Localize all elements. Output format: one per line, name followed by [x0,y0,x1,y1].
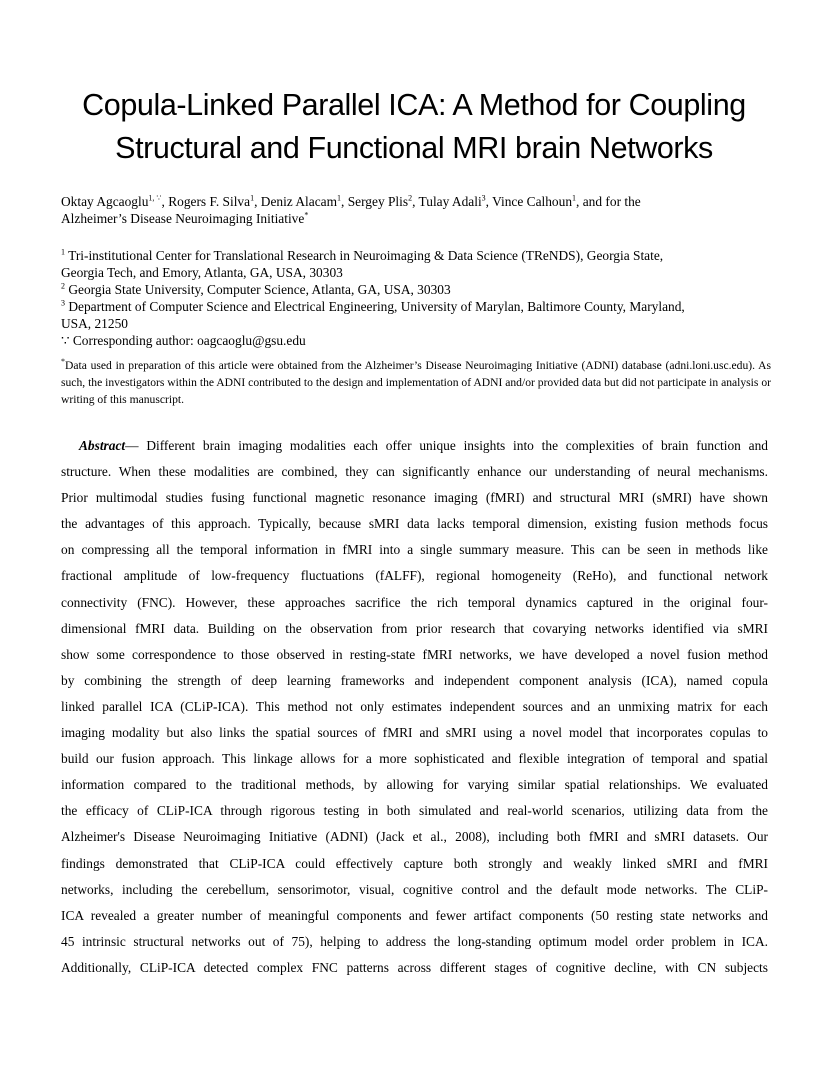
author-name: , Tulay Adali [412,194,482,209]
abstract-line: connectivity (FNC). However, these approaches sacrifice the rich temporal dynamics captured in the original four- [61,594,768,610]
title-line-1: Copula-Linked Parallel ICA: A Method for Coupling [82,88,746,122]
affiliation-1: $^1$ Tri-institutional Center for Translational Research in Neuroimaging & Data Science (TReNDS), Georgia State, [61,247,664,263]
abstract-line: on compressing all the temporal information in fMRI into a single summary measure. This can be seen in methods like [61,542,768,558]
affiliation-3-cont: USA, 21250 [61,316,128,331]
author-name: , Sergey Plis [341,194,409,209]
affiliation-3: $^3$ Department of Computer Science and Electrical Engineering, University of Marylan, Baltimore County, Maryland, [61,298,685,314]
abstract-line: Abstract— Different brain imaging modalities each offer unique insights into the complexities of brain function and [79,438,768,453]
abstract-paragraph [61,433,768,981]
footnote-mark: * [61,357,65,367]
author-affil-mark: * [304,210,309,220]
abstract-line: networks, including the cerebellum, sensorimotor, visual, cognitive control and the default mode networks. The CLiP- [61,881,768,897]
abstract-line: Prior multimodal studies fusing functional magnetic resonance imaging (fMRI) and structural MRI (sMRI) have shown [61,490,768,506]
abstract-line: linked parallel ICA (CLiP-ICA). This method not only estimates independent sources and an unmixing matrix for each [61,698,768,714]
author-affil-mark: 1 [337,193,341,203]
author-name: , and for the [576,194,641,209]
author-affil-mark: 1 [572,193,577,203]
footnote-text: Data used in preparation of this article were obtained from the Alzheimer’s Disease Neuroimaging Initiative (ADNI) database (adni.loni.usc.edu). As such, the investigators within the ADNI contributed to the design and implementation of ADNI and/or provided data but did not participate in analysis or writing of this manuscript. [61,359,771,406]
abstract-line: by combining the strength of deep learning frameworks and independent component analysis (ICA), named copula [61,672,768,688]
author-name: , Rogers F. Silva [161,194,251,209]
affiliation-1-cont: Georgia Tech, and Emory, Atlanta, GA, USA, 30303 [61,265,343,280]
paper-title [40,84,788,170]
abstract-line: Additionally, CLiP-ICA detected complex FNC patterns across different stages of cognitive decline, with CN subjects [61,959,768,975]
abstract-label: Abstract [79,438,126,453]
abstract-line: findings demonstrated that CLiP-ICA could effectively capture both strongly and weakly linked sMRI and fMRI [61,855,768,871]
affiliation-2: $^2$ Georgia State University, Computer Science, Atlanta, GA, USA, 30303 [61,281,451,297]
abstract-line: structure. When these modalities are combined, they can significantly enhance our understanding of neural mechanisms. [61,464,768,480]
author-name: , Deniz Alacam [254,194,337,209]
abstract-line: dimensional fMRI data. Building on the observation from prior research that covarying networks identified via sMRI [61,620,768,636]
author-consortium: Alzheimer’s Disease Neuroimaging Initiative [61,211,305,226]
abstract-line: build our fusion approach. This linkage allows for a more sophisticated and flexible integration of temporal and spatial [61,751,768,767]
author-name: , Vince Calhoun [485,194,573,209]
abstract-line: show some correspondence to those observed in resting-state fMRI networks, we have developed a novel fusion method [61,646,768,662]
abstract-line: ICA revealed a greater number of meaningful components and fewer artifact components (50 resting state networks and [61,907,768,923]
author-affil-mark: 1, ∵ [148,193,162,203]
abstract-line: Alzheimer's Disease Neuroimaging Initiative (ADNI) (Jack et al., 2008), including both fMRI and sMRI datasets. Our [61,829,768,845]
adni-footnote [61,357,771,408]
author-affil-mark: 1 [250,193,255,203]
author-name: Oktay Agcaoglu [61,194,149,209]
abstract-line: the advantages of this approach. Typically, because sMRI data lacks temporal dimension, existing fusion methods focus [61,516,768,532]
abstract-line: fractional amplitude of low-frequency fluctuations (fALFF), regional homogeneity (ReHo), and functional network [61,568,768,584]
author-affil-mark: 3 [481,193,486,203]
abstract-line: imaging modality but also links the spatial sources of fMRI and sMRI using a novel model that incorporates copulas to [61,725,768,741]
abstract-line: 45 intrinsic structural networks out of 75), helping to address the long-standing optimum model order problem in ICA. [61,933,768,949]
author-affil-mark: 2 [408,193,413,203]
abstract-line: the efficacy of CLiP-ICA through rigorous testing in both simulated and real-world scenarios, utilizing data from the [61,803,768,819]
affiliation-list [61,247,771,349]
title-line-2: Structural and Functional MRI brain Networks [115,131,713,165]
author-list [61,193,771,227]
abstract-line: information compared to the traditional methods, by allowing for varying similar spatial relationships. We evaluated [61,777,768,793]
corresponding-author: ∵ Corresponding author: oagcaoglu@gsu.edu [61,333,306,348]
